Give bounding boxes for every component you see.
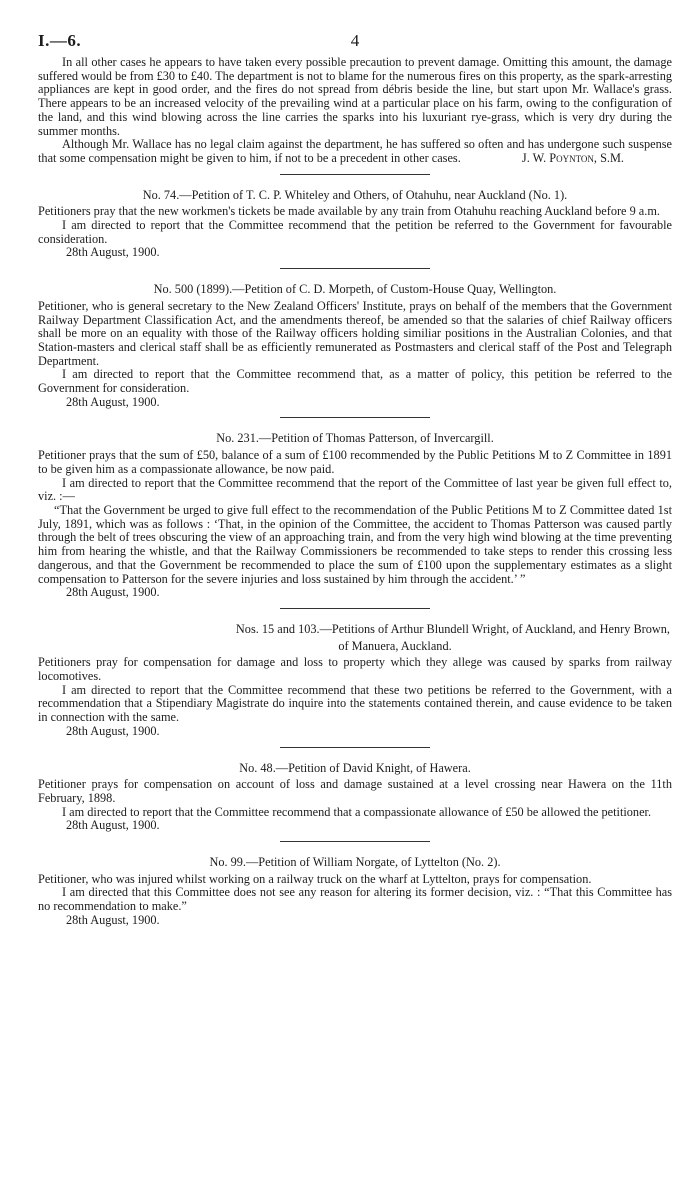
report-date: 28th August, 1900. [66,585,160,600]
committee-report: I am directed to report that the Committee recommend that these two petitions be referred to the Government, with a recommendation that a Stipendiary Magistrate do inquire into the statements contained therein, and cause evidence to be taken in connection with the same. [38,682,672,725]
committee-report: I am directed to report that the Committee recommend that the report of the Committee of last year be given full effect to, viz. :— [38,475,672,504]
committee-report: I am directed to report that the Committee recommend that a compassionate allowance of £50 be allowed the petitioner. [62,804,652,819]
intro-paragraph-2: Although Mr. Wallace has no legal claim against the department, he has suffered so often and has undergone such suspense that some compensation might be given to him, if not to be a precedent in other cases. [38,137,672,165]
petition-body: Petitioners pray for compensation for damage and loss to property which they allege was caused by sparks from railway locomotives. [38,655,672,684]
petition-title: No. 99.—Petition of William Norgate, of Lyttelton (No. 2). [209,855,501,870]
paper-reference: I.—6. [38,31,82,50]
petition-body: Petitioners pray that the new workmen's tickets be made available by any train from Otahuhu reaching Auckland before 9 a.m. [38,204,660,219]
report-date: 28th August, 1900. [66,394,160,409]
petition-title: No. 74.—Petition of T. C. P. Whiteley and Others, of Otahuhu, near Auckland (No. 1). [142,187,568,202]
page-header [38,31,672,56]
signature: J. W. Poynton, S.M. [521,150,624,165]
quoted-recommendation: “That the Government be urged to give full effect to the recommendation of the Public Petitions M to Z Committee dated 1st July, 1891, which was as follows : ‘That, in the opinion of the Committee, the accident to Thomas Patterson was caused partly through the belt of trees obscuring the view of an approaching train, and from the very high wind blowing at the time preventing him from hearing the whistle, and that the Railway Commissioners be recommended to take steps to render this crossing less dangerous, and that the Government be recommended to place the sum of £100 upon the supplementary estimates as a slight compensation to Patterson for the severe injuries and loss sustained by him through the accident.’ ” [38,503,672,586]
section-divider [280,174,430,175]
petition-title: Nos. 15 and 103.—Petitions of Arthur Blundell Wright, of Auckland, and Henry Brown, [235,621,670,636]
section-divider [280,417,430,418]
petition-body: Petitioner, who is general secretary to the New Zealand Officers' Institute, prays on behalf of the members that the Government Railway Department Classification Act, and the amendments thereof, be amended so that the salaries of chief Railway officers shall be more on an equality with those of the Railway officers holding similiar positions in the Australian Colonies, and that Station-masters and clerical staff shall be as efficiently remunerated as Postmasters and clerical staff of the Post and Telegraph Department. [38,298,672,368]
section-divider [280,841,430,842]
section-divider [280,747,430,748]
section-divider [280,268,430,269]
report-date: 28th August, 1900. [66,723,160,738]
report-date: 28th August, 1900. [66,912,160,927]
report-date: 28th August, 1900. [66,818,160,833]
petition-title: No. 231.—Petition of Thomas Patterson, of Invercargill. [216,431,494,446]
intro-paragraph: In all other cases he appears to have taken every possible precaution to prevent damage. Omitting this amount, the damage suffered would be from £30 to £40. The department is not to blame for the numerous fires on this property, as the spark-arresting appliances are kept in good order, and the fires do not spread from débris beside the line, but start upon Mr. Wallace's grass. There appears to be an increased velocity of the prevailing wind at a particular place on his farm, owing to the configuration of the land, and this wind blowing across the line carries the sparks into his luxuriant rye-grass, which is very dry during the summer months. [38,55,672,138]
section-divider [280,608,430,609]
petition-title: No. 48.—Petition of David Knight, of Hawera. [239,760,471,775]
committee-report: I am directed that this Committee does not see any reason for altering its former decision, viz. : “That this Committee has no recommendation to make.” [38,885,672,914]
committee-report: I am directed to report that the Committee recommend that the petition be referred to the Government for favourable consideration. [38,218,672,246]
petition-title-continued: of Manuera, Auckland. [338,638,452,653]
committee-report: I am directed to report that the Committee recommend that, as a matter of policy, this petition be referred to the Government for consideration. [38,367,672,396]
petition-body: Petitioner prays that the sum of £50, balance of a sum of £100 recommended by the Public Petitions M to Z Committee in 1891 to be given him as a compassionate allowance, be now paid. [38,448,672,476]
report-date: 28th August, 1900. [66,245,160,260]
petition-body: Petitioner prays for compensation on account of loss and damage sustained at a level crossing near Hawera on the 11th February, 1898. [38,777,672,805]
page-number: 4 [350,31,360,50]
petition-body: Petitioner, who was injured whilst working on a railway truck on the wharf at Lyttelton, prays for compensation. [38,871,592,886]
petition-title: No. 500 (1899).—Petition of C. D. Morpeth, of Custom-House Quay, Wellington. [153,282,557,297]
